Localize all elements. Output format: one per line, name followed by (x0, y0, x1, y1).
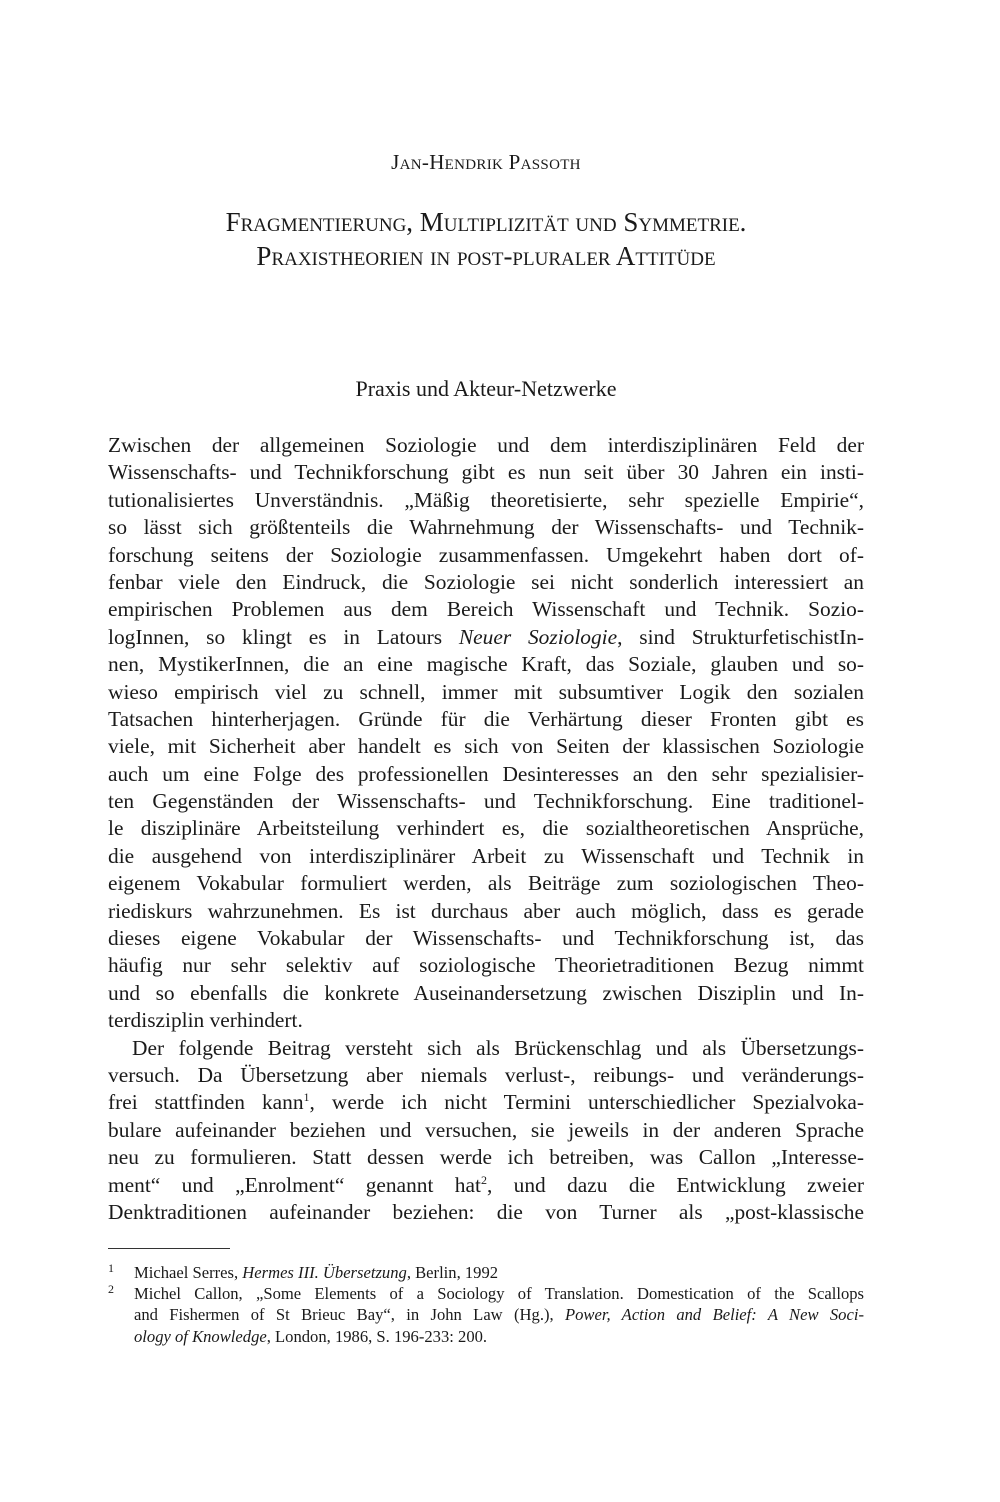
footnotes (108, 1262, 864, 1347)
footnote-1 (108, 1262, 864, 1283)
text-line: bulare aufeinander beziehen und versuchen, sie jeweils in der anderen Sprache (108, 1117, 864, 1142)
text-line (108, 1089, 864, 1116)
text-line: neu zu formulieren. Statt dessen werde ich betreiben, was Callon „Interesse- (108, 1145, 864, 1170)
text-line: so lässt sich größtenteils die Wahrnehmung der Wissenschafts- und Technik- (108, 515, 864, 540)
text-fragment: , London, 1986, S. 196-233: 200. (266, 1326, 488, 1346)
text-line: dieses eigene Vokabular der Wissenschafts- und Technikforschung ist, das (108, 926, 864, 951)
text-fragment: , Berlin, 1992 (406, 1263, 499, 1282)
italic-book-title: Hermes III. Übersetzung (242, 1263, 407, 1282)
text-line: le disziplinäre Arbeitsteilung verhindert es, die sozialtheoretischen Ansprüche, (108, 816, 864, 841)
text-line: terdisziplin verhindert. (108, 1008, 303, 1033)
article-title (108, 205, 864, 273)
text-line: tutionalisiertes Unverständnis. „Mäßig theoretisierte, sehr spezielle Empirie“, (108, 487, 864, 512)
footnote-line (134, 1262, 864, 1283)
text-line (108, 624, 864, 651)
text-line: Der folgende Beitrag versteht sich als Brückenschlag und als Übersetzungs- (132, 1035, 864, 1060)
text-line: häufig nur sehr selektiv auf soziologische Theorietraditionen Bezug nimmt (108, 953, 864, 978)
text-line (108, 1172, 864, 1199)
paper-page (108, 0, 864, 1502)
text-fragment: logInnen, so klingt es in Latours (108, 624, 459, 649)
text-fragment: , sind StrukturfetischistIn- (617, 624, 864, 649)
text-line: forschung seitens der Soziologie zusammenfassen. Umgekehrt haben dort of- (108, 542, 864, 567)
text-fragment: frei stattfinden kann (108, 1090, 304, 1115)
text-line: viele, mit Sicherheit aber handelt es sich von Seiten der klassischen Soziologie (108, 734, 864, 759)
text-line: Tatsachen hinterherjagen. Gründe für die Verhärtung dieser Fronten gibt es (108, 706, 864, 731)
paragraph-2 (108, 1035, 864, 1227)
footnote-ref-1[interactable]: 1 (303, 1090, 310, 1105)
text-line: nen, MystikerInnen, die an eine magische Kraft, das Soziale, glauben und so- (108, 652, 864, 677)
italic-book-title: Power, Action and Belief: A New Soci- (565, 1305, 864, 1325)
footnote-2 (108, 1283, 864, 1347)
text-line: ten Gegenständen der Wissenschafts- und Technikforschung. Eine traditionel- (108, 789, 864, 814)
text-line: Wissenschafts- und Technikforschung gibt es nun seit über 30 Jahren ein insti- (108, 460, 864, 485)
footnote-divider (108, 1248, 230, 1249)
body-text (108, 432, 864, 1226)
footnote-line (134, 1326, 864, 1347)
footnote-number: 1 (108, 1261, 114, 1275)
text-line: riediskurs wahrzunehmen. Es ist durchaus aber auch möglich, dass es gerade (108, 898, 864, 923)
text-line: Zwischen der allgemeinen Soziologie und dem interdisziplinären Feld der (108, 433, 864, 457)
italic-book-title: Neuer Soziologie (458, 624, 618, 649)
text-line: empirischen Problemen aus dem Bereich Wissenschaft und Technik. Sozio- (108, 597, 864, 622)
text-fragment: and Fishermen of St Brieuc Bay“, in John Law (Hg.), (134, 1305, 565, 1325)
title-line-1: Fragmentierung, Multiplizität und Symmetrie. (225, 207, 747, 237)
title-line-2: Praxistheorien in post-pluraler Attitüde (256, 241, 716, 271)
section-heading: Praxis und Akteur-Netzwerke (355, 376, 617, 401)
footnote-line: Michel Callon, „Some Elements of a Sociology of Translation. Domestication of the Scallops (134, 1284, 864, 1304)
footnote-number: 2 (108, 1282, 114, 1297)
text-line: die ausgehend von interdisziplinärer Arbeit zu Wissenschaft und Technik in (108, 843, 864, 868)
text-fragment: Michael Serres, (134, 1263, 243, 1282)
footnote-ref-2[interactable]: 2 (480, 1172, 487, 1187)
text-line: wieso empirisch viel zu schnell, immer mit subsumtiver Logik den sozialen (108, 679, 864, 704)
paragraph-1 (108, 432, 864, 1035)
text-line: fenbar viele den Eindruck, die Soziologie sei nicht sonderlich interessiert an (108, 569, 864, 594)
text-line: versuch. Da Übersetzung aber niemals verlust-, reibungs- und veränderungs- (108, 1062, 864, 1087)
text-line: auch um eine Folge des professionellen Desinteresses an den sehr spezialisier- (108, 761, 864, 786)
footnote-line (134, 1304, 864, 1325)
author-name: Jan-Hendrik Passoth (391, 150, 581, 174)
text-line: Denktraditionen aufeinander beziehen: die von Turner als „post-klassische (108, 1199, 864, 1224)
text-fragment: ment“ und „Enrolment“ genannt hat (108, 1172, 481, 1197)
text-fragment: , und dazu die Entwicklung zweier (486, 1172, 865, 1197)
italic-book-title: ology of Knowledge (134, 1326, 267, 1346)
text-line: eigenem Vokabular formuliert werden, als Beiträge zum soziologischen Theo- (108, 871, 864, 896)
text-fragment: , werde ich nicht Termini unterschiedlicher Spezialvoka- (309, 1090, 864, 1115)
text-line: und so ebenfalls die konkrete Auseinandersetzung zwischen Disziplin und In- (108, 980, 864, 1005)
